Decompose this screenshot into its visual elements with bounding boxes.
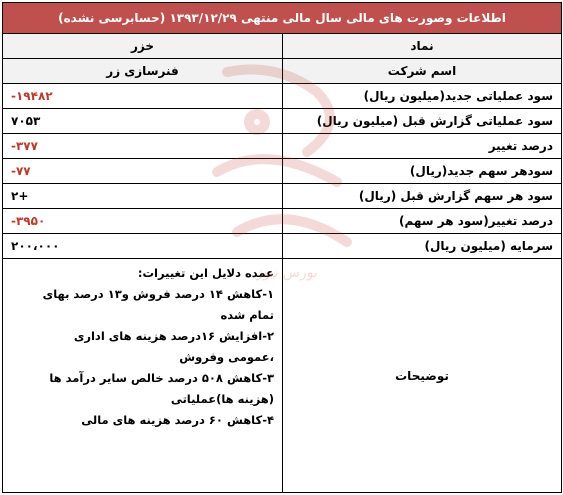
table-title: اطلاعات وصورت های مالی سال مالی منتهی ۱۳۹۳/۱۲/۲۹ (حسابرسی نشده) xyxy=(3,3,562,34)
watermark-text: بورس نیوز xyxy=(256,265,318,281)
table-title-row xyxy=(3,3,562,34)
notes-content xyxy=(3,259,283,493)
row-label: سود عملیاتی گزارش قبل (میلیون ریال) xyxy=(283,109,562,134)
column-header-row xyxy=(3,34,562,59)
table-row xyxy=(3,159,562,184)
row-label: سود هر سهم گزارش قبل (ریال) xyxy=(283,184,562,209)
symbol-header: نماد xyxy=(283,34,562,59)
notes-line: ۲-افزایش ۱۶درصد هزینه های اداری xyxy=(73,329,274,343)
table-row xyxy=(3,184,562,209)
row-value: فنرسازی زر xyxy=(3,59,283,84)
row-label: درصد تغییر(سود هر سهم) xyxy=(283,209,562,234)
row-label: سرمایه (میلیون ریال) xyxy=(283,234,562,259)
row-value: -۷۷ xyxy=(3,159,283,184)
table-row xyxy=(3,84,562,109)
table-row xyxy=(3,109,562,134)
row-label: سود عملیاتی جدید(میلیون ریال) xyxy=(283,84,562,109)
row-value: ۲+ xyxy=(3,184,283,209)
row-value: ۲۰۰،۰۰۰ xyxy=(3,234,283,259)
notes-line: ۴-کاهش ۶۰ درصد هزینه های مالی xyxy=(81,413,274,427)
notes-row xyxy=(3,259,562,493)
table-row xyxy=(3,134,562,159)
notes-line: ۳-کاهش ۵۰۸ درصد خالص سایر درآمد ها xyxy=(49,371,274,385)
row-value: -۳۹۵۰ xyxy=(3,209,283,234)
row-label: اسم شرکت xyxy=(283,59,562,84)
notes-line: (هزینه ها)عملیاتی xyxy=(170,392,274,406)
notes-line: ،عمومی وفروش xyxy=(179,350,274,364)
financial-table xyxy=(2,2,562,493)
row-value: -۱۹۴۸۲ xyxy=(3,84,283,109)
notes-label: توضیحات xyxy=(283,259,562,493)
symbol-value: خزر xyxy=(3,34,283,59)
notes-line: عمده دلایل این تغییرات: xyxy=(137,266,274,280)
notes-line: تمام شده xyxy=(220,308,274,322)
table-row xyxy=(3,209,562,234)
table-row xyxy=(3,234,562,259)
row-label: درصد تغییر xyxy=(283,134,562,159)
row-label: سودهر سهم جدید(ریال) xyxy=(283,159,562,184)
table-row xyxy=(3,59,562,84)
row-value: ۷۰۵۳ xyxy=(3,109,283,134)
row-value: -۳۷۷ xyxy=(3,134,283,159)
financial-table-container xyxy=(2,2,561,493)
notes-line: ۱-کاهش ۱۴ درصد فروش و۱۳ درصد بهای xyxy=(42,287,274,301)
